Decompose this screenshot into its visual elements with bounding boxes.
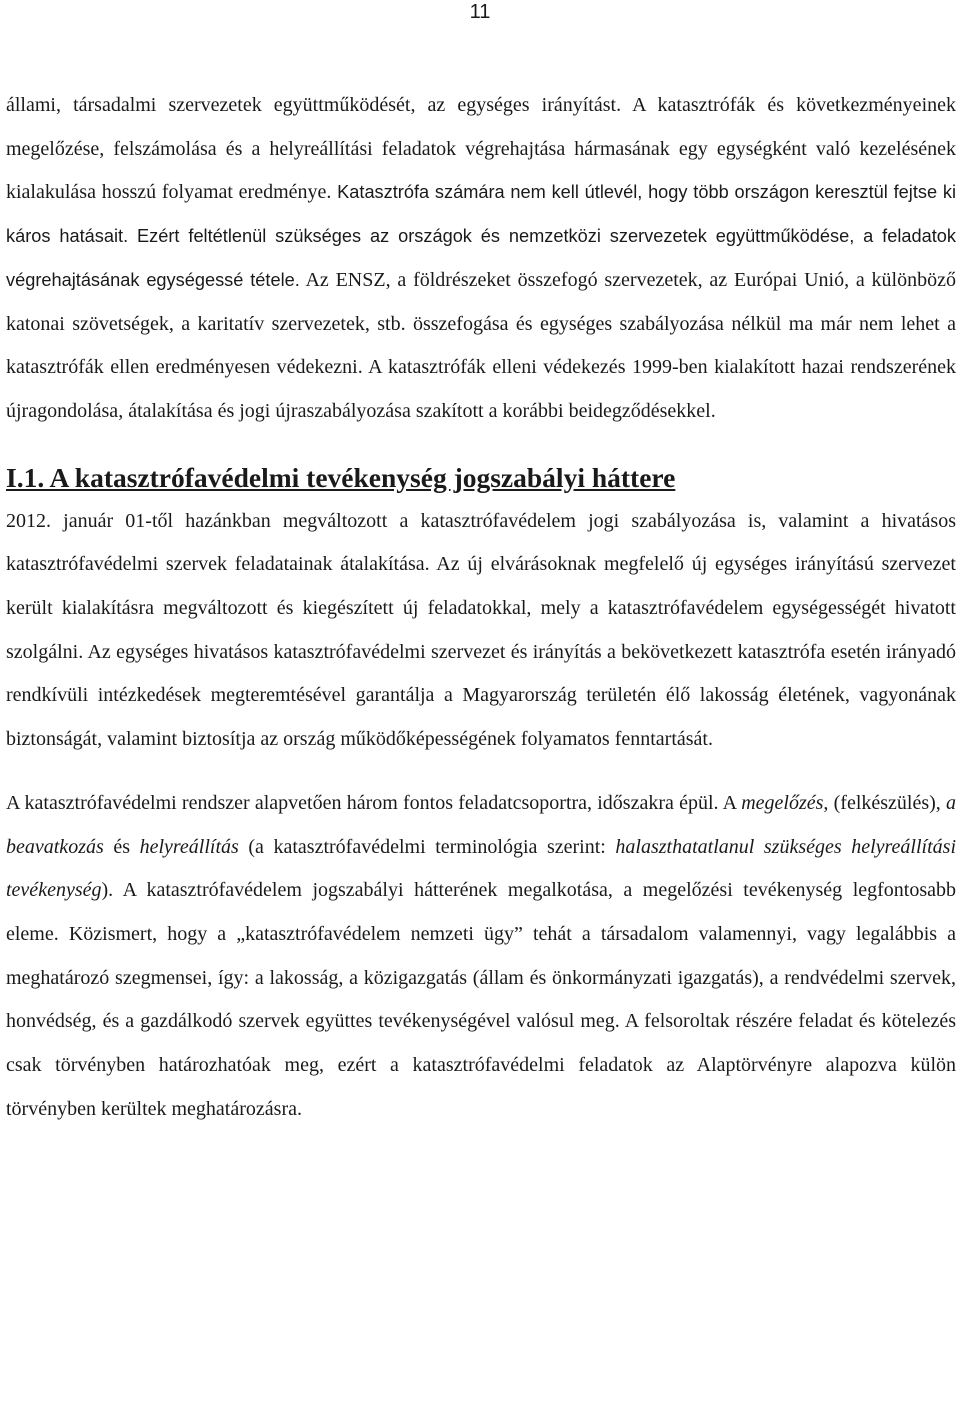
paragraph-text: , (felkészülés), (823, 791, 947, 814)
page-number: 11 (469, 1, 491, 23)
paragraph-text: 2012. január 01-től hazánkban megváltozott a katasztrófavédelem jogi szabályozása is, valamint a hivatásos katasztrófavédelmi szervek feladatainak átalakítása. (6, 509, 956, 576)
paragraph-system-tasks (6, 782, 956, 1132)
italic-term: a beavatkozás (6, 791, 957, 858)
paragraph-text: (a katasztrófavédelmi terminológia szerint: (238, 835, 616, 858)
paragraph-text: Az egységes hivatásos katasztrófavédelmi szervezet és irányítás a bekövetkezett katasztrófa esetén irányadó rendkívüli intézkedések megteremtésével garantálja a Magyarország területén élő lakosság életének, vagyonának biztonságát, valamint biztosítja az ország működőképességének folyamatos fenntartását. (6, 640, 956, 751)
paragraph-text: Az ENSZ, a földrészeket összefogó szervezetek, az Európai Unió, a különböző katonai szövetségek, a karitatív szervezetek, stb. összefogása és egységes szabályozása nélkül ma már nem lehet a katasztrófák ellen eredményesen védekezni. A katasztrófák elleni védekezés 1999-ben kialakított hazai rendszerének újragondolása, átalakítása és jogi újraszabályozása szakított a korábbi beidegződésekkel. (6, 268, 956, 422)
italic-term: halaszthatatlanul szükséges helyreállítási tevékenység (6, 835, 957, 902)
paragraph-text: ). A katasztrófavédelem jogszabályi hátterének megalkotása, a megelőzési tevékenység legfontosabb eleme. Közismert, hogy a „katasztrófavédelem nemzeti ügy” tehát a társadalom valamennyi, vagy legalábbis a meghatározó szegmensei, így: a lakosság, a közigazgatás (állam és önkormányzati igazgatás), a rendvédelmi szervek, honvédség, és a gazdálkodó szervek együttes tevékenységével valósul meg. A felsoroltak részére feladat és kötelezés csak törvényben határozhatóak meg, ezért a katasztrófavédelmi feladatok az Alaptörvényre alapozva külön törvényben kerültek meghatározásra. (6, 879, 956, 1120)
paragraph-legal-background (6, 500, 956, 762)
paragraph-text: állami, társadalmi szervezetek együttműködését, az egységes irányítást. (6, 94, 633, 116)
italic-term: helyreállítás (139, 835, 239, 858)
paragraph-text-sans: Katasztrófa számára nem kell útlevél, hogy több országon keresztül fejtse ki káros hatásait. Ezért feltétlenül szükséges az országok és nemzetközi szervezetek együttműködése, a feladatok végrehajtásának egységessé tétele. (6, 182, 957, 290)
paragraph-text: A katasztrófák és következményeinek megelőzése, felszámolása és a helyreállítási feladatok végrehajtása hármasának egy egységként való kezelésének kialakulása hosszú folyamat eredménye. (6, 94, 956, 204)
document-body (6, 84, 956, 1131)
paragraph-text: Az új elvárásoknak megfelelő új egységes irányítású szervezet került kialakításra megváltozott és kiegészített új feladatokkal, mely a katasztrófavédelem egységességét hivatott szolgálni. (6, 553, 956, 663)
paragraph-text: és (103, 835, 140, 858)
italic-term: megelőzés (741, 791, 824, 814)
paragraph-text: A katasztrófavédelmi rendszer alapvetően három fontos feladatcsoportra, időszakra épül. A (6, 791, 742, 814)
section-heading: I.1. A katasztrófavédelmi tevékenység jogszabályi háttere (6, 461, 676, 493)
paragraph-intro (6, 84, 956, 434)
